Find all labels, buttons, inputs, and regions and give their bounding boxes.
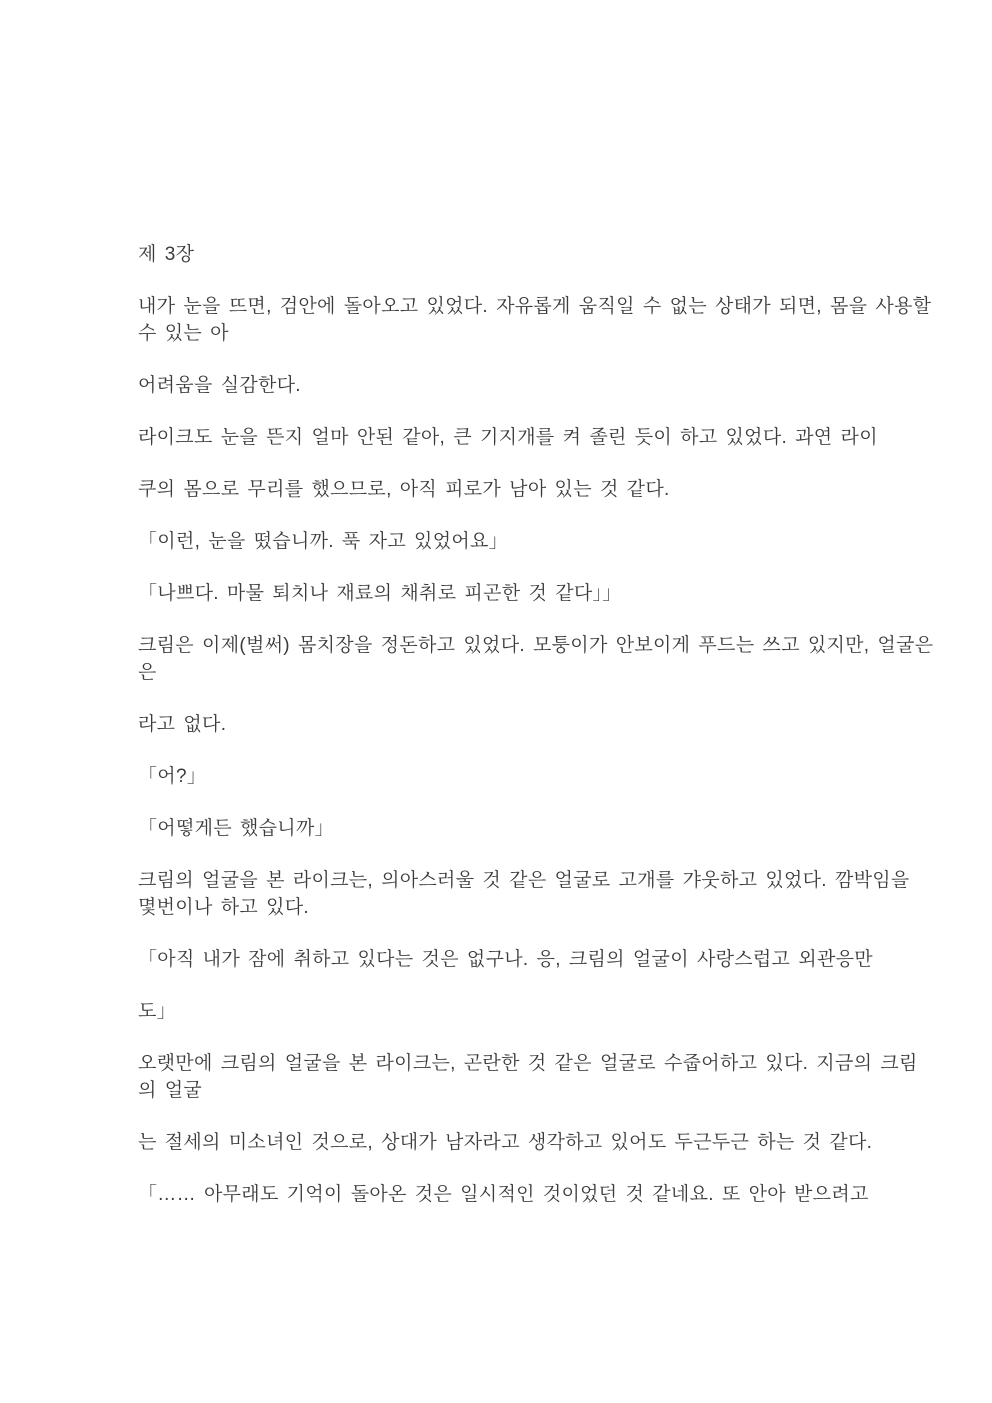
paragraph [138,1050,938,1104]
text-line: 오랫만에 크림의 얼굴을 본 라이크는, 곤란한 것 같은 얼굴로 수줍어하고 있다. 지금의 크림 [138,1053,918,1074]
paragraph-dialogue [138,1181,938,1208]
paragraph [138,867,938,921]
text-line: 「…… 아무래도 기억이 돌아온 것은 일시적인 것이었던 것 같네요. 또 안아 받으려고 [138,1184,869,1205]
paragraph-dialogue [138,998,938,1025]
text-line: 「이런, 눈을 떴습니까. 푹 자고 있었어요」 [138,531,508,552]
paragraph-dialogue [138,580,938,607]
text-line: 는 절세의 미소녀인 것으로, 상대가 남자라고 생각하고 있어도 두근두근 하는 것 같다. [138,1132,873,1153]
paragraph [138,424,938,451]
text-line: 수 있는 아 [138,323,229,344]
text-line: 의 얼굴 [138,1080,203,1101]
paragraph-dialogue [138,946,938,973]
paragraph-dialogue [138,815,938,842]
paragraph [138,476,938,503]
text-line: 「어?」 [138,766,207,787]
paragraph [138,632,938,686]
text-line: 「아직 내가 잠에 취하고 있다는 것은 없구나. 응, 크림의 얼굴이 사랑스럽고 외관응만 [138,949,873,970]
text-line: 크림은 이제(벌써) 몸치장을 정돈하고 있었다. 모퉁이가 안보이게 푸드는 쓰고 있지만, 얼굴은 [138,635,934,656]
text-line: 「어떻게든 했습니까」 [138,818,334,839]
chapter-heading [138,241,938,268]
text-line: 은 [138,662,157,683]
text-line: 내가 눈을 뜨면, 검안에 돌아오고 있었다. 자유롭게 움직일 수 없는 상태가 되면, 몸을 사용할 [138,296,932,317]
paragraph-dialogue [138,763,938,790]
paragraph-dialogue [138,528,938,555]
text-line: 몇번이나 하고 있다. [138,897,309,918]
text-line: 크림의 얼굴을 본 라이크는, 의아스러울 것 같은 얼굴로 고개를 갸웃하고 있었다. 깜박임을 [138,870,910,891]
text-line: 쿠의 몸으로 무리를 했으므로, 아직 피로가 남아 있는 것 같다. [138,479,670,500]
paragraph [138,372,938,399]
document-page [138,241,938,1233]
text-line: 어려움을 실감한다. [138,375,301,396]
paragraph [138,711,938,738]
paragraph [138,293,938,347]
text-line: 도」 [138,1001,176,1022]
text-line: 라고 없다. [138,714,227,735]
text-line: 제 3장 [138,244,195,265]
text-line: 「나쁘다. 마물 퇴치나 재료의 채취로 피곤한 것 같다」」 [138,583,622,604]
paragraph [138,1129,938,1156]
text-line: 라이크도 눈을 뜬지 얼마 안된 같아, 큰 기지개를 켜 졸린 듯이 하고 있었다. 과연 라이 [138,427,878,448]
